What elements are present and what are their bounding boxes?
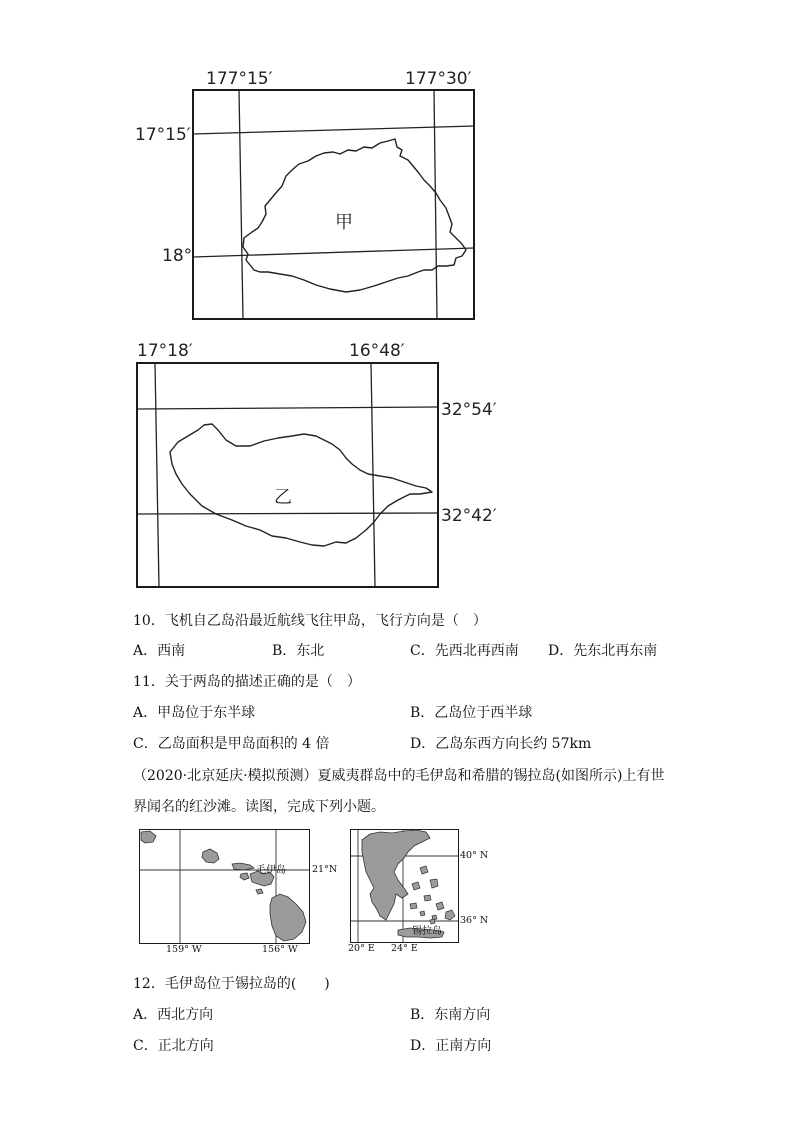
map-yi-lat-bottom: 32°42′ <box>441 506 497 526</box>
map-thira-island-1 <box>420 866 428 874</box>
question-12-option-b[interactable]: B．东南方向 <box>410 1007 491 1023</box>
question-11-option-b[interactable]: B．乙岛位于西半球 <box>410 705 533 721</box>
question-10-option-d[interactable]: D．先东北再东南 <box>548 643 658 659</box>
map-thira-island-8 <box>420 911 425 916</box>
map-maui-lat: 21°N <box>312 864 338 875</box>
map-jia-island-label: 甲 <box>335 212 353 233</box>
question-10-option-c[interactable]: C．先西北再西南 <box>410 643 519 659</box>
question-11-option-c[interactable]: C．乙岛面积是甲岛面积的 4 倍 <box>133 736 330 752</box>
map-maui-island-label: 毛伊岛 <box>256 865 286 876</box>
question-11-stem: 11．关于两岛的描述正确的是（ ） <box>133 674 361 690</box>
question-11-option-a[interactable]: A．甲岛位于东半球 <box>133 705 256 721</box>
question-12-option-d[interactable]: D．正南方向 <box>410 1038 492 1054</box>
map-thira-island-2 <box>430 879 438 888</box>
question-12-option-c[interactable]: C．正北方向 <box>133 1038 214 1054</box>
map-thira-island-7 <box>445 910 455 920</box>
question-11-option-d[interactable]: D．乙岛东西方向长约 57km <box>410 736 592 752</box>
map-thira-island-4 <box>424 895 431 901</box>
question-12-option-a[interactable]: A．西北方向 <box>133 1007 214 1023</box>
map-yi-lon-left: 17°18′ <box>137 341 193 361</box>
map-maui-lon-left: 159° W <box>166 944 202 955</box>
map-thira-lat-top: 40° N <box>460 850 489 861</box>
question-10-option-b[interactable]: B．东北 <box>272 643 325 659</box>
map-yi-island-label: 乙 <box>274 487 292 508</box>
question-12-stem: 12．毛伊岛位于锡拉岛的( ) <box>133 976 330 992</box>
map-thira-island-5 <box>410 903 417 909</box>
intro-line-2: 界闻名的红沙滩。读图，完成下列小题。 <box>133 799 385 815</box>
map-yi-lon-right: 16°48′ <box>349 341 405 361</box>
map-thira-mainland <box>362 830 430 920</box>
map-thira-island-label: 锡拉岛 <box>412 926 442 937</box>
map-thira-island-3 <box>412 882 420 890</box>
map-jia-lon-left: 177°15′ <box>206 69 273 89</box>
map-jia-lat-bottom: 18° <box>162 246 193 266</box>
map-yi-lat-top: 32°54′ <box>441 400 497 420</box>
map-thira-lat-bottom: 36° N <box>460 915 489 926</box>
map-jia-lon-right: 177°30′ <box>405 69 472 89</box>
question-10-option-a[interactable]: A．西南 <box>133 643 186 659</box>
intro-line-1: （2020·北京延庆·模拟预测）夏威夷群岛中的毛伊岛和希腊的锡拉岛(如图所示)上有世 <box>133 768 665 784</box>
map-thira-lon-right: 24° E <box>391 943 418 954</box>
map-maui-lon-right: 156° W <box>262 944 298 955</box>
question-10-stem: 10．飞机自乙岛沿最近航线飞往甲岛，飞行方向是（ ） <box>133 613 487 629</box>
map-thira-lon-left: 20° E <box>348 943 375 954</box>
map-jia-lat-top: 17°15′ <box>135 125 191 145</box>
map-thira-island-6 <box>436 902 444 910</box>
